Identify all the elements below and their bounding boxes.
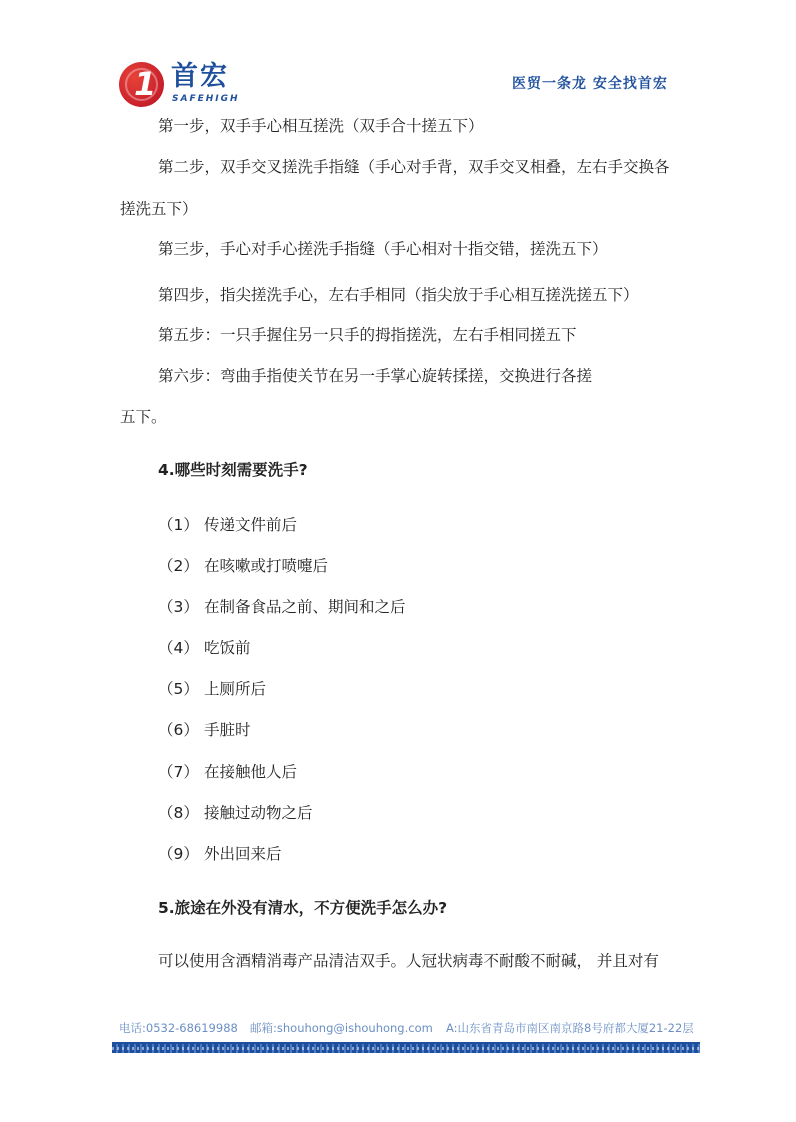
step-4: 第四步，指尖搓洗手心，左右手相同（指尖放于手心相互搓洗搓五下） (158, 286, 639, 304)
company-logo (119, 60, 249, 110)
footer-email: 邮箱:shouhong@ishouhong.com (250, 1021, 433, 1035)
logo-numeral: 1 (134, 65, 157, 103)
list-item-text: 接触过动物之后 (204, 804, 313, 822)
list-item-text: 手脏时 (204, 721, 251, 739)
list-item-number: （6） (158, 721, 199, 739)
list-item-text: 传递文件前后 (204, 516, 298, 534)
section-5-heading: 5.旅途在外没有清水，不方便洗手怎么办? (158, 899, 448, 917)
step-2-line-1: 第二步，双手交叉搓洗手指缝（手心对手背，双手交叉相叠，左右手交换各 (158, 158, 670, 176)
list-item-number: （2） (158, 557, 199, 575)
list-item-number: （5） (158, 680, 199, 698)
list-item-number: （9） (158, 845, 199, 863)
section-4-heading: 4.哪些时刻需要洗手? (158, 461, 308, 479)
list-item-text: 在制备食品之前、期间和之后 (204, 598, 406, 616)
step-1: 第一步，双手手心相互搓洗（双手合十搓五下） (158, 117, 484, 135)
logo-name: 首宏 (171, 61, 229, 92)
step-3: 第三步，手心对手心搓洗手指缝（手心相对十指交错，搓洗五下） (158, 240, 608, 258)
list-item-number: （1） (158, 516, 199, 534)
footer-decorative-bar (112, 1042, 700, 1053)
list-item-text: 上厕所后 (204, 680, 267, 698)
step-2-line-2: 搓洗五下） (120, 200, 198, 218)
list-item-number: （7） (158, 763, 199, 781)
footer-address: A:山东省青岛市南区南京路8号府都大厦21-22层 (446, 1021, 694, 1035)
list-item-text: 外出回来后 (204, 845, 282, 863)
step-6-line-1: 第六步：弯曲手指使关节在另一手掌心旋转揉搓，交换进行各搓 (158, 367, 593, 385)
step-6-line-2: 五下。 (120, 408, 167, 426)
section-5-paragraph: 可以使用含酒精消毒产品清洁双手。人冠状病毒不耐酸不耐碱， 并且对有 (158, 952, 659, 970)
step-5: 第五步：一只手握住另一只手的拇指搓洗，左右手相同搓五下 (158, 326, 577, 344)
list-item-number: （3） (158, 598, 199, 616)
list-item-number: （4） (158, 639, 199, 657)
header-slogan: 医贸一条龙 安全找首宏 (512, 76, 668, 92)
footer-phone: 电话:0532-68619988 (119, 1021, 238, 1035)
list-item-text: 吃饭前 (204, 639, 251, 657)
logo-subtitle: SAFEHIGH (172, 94, 240, 104)
list-item-number: （8） (158, 804, 199, 822)
list-item-text: 在接触他人后 (204, 763, 298, 781)
list-item-text: 在咳嗽或打喷嚏后 (204, 557, 329, 575)
